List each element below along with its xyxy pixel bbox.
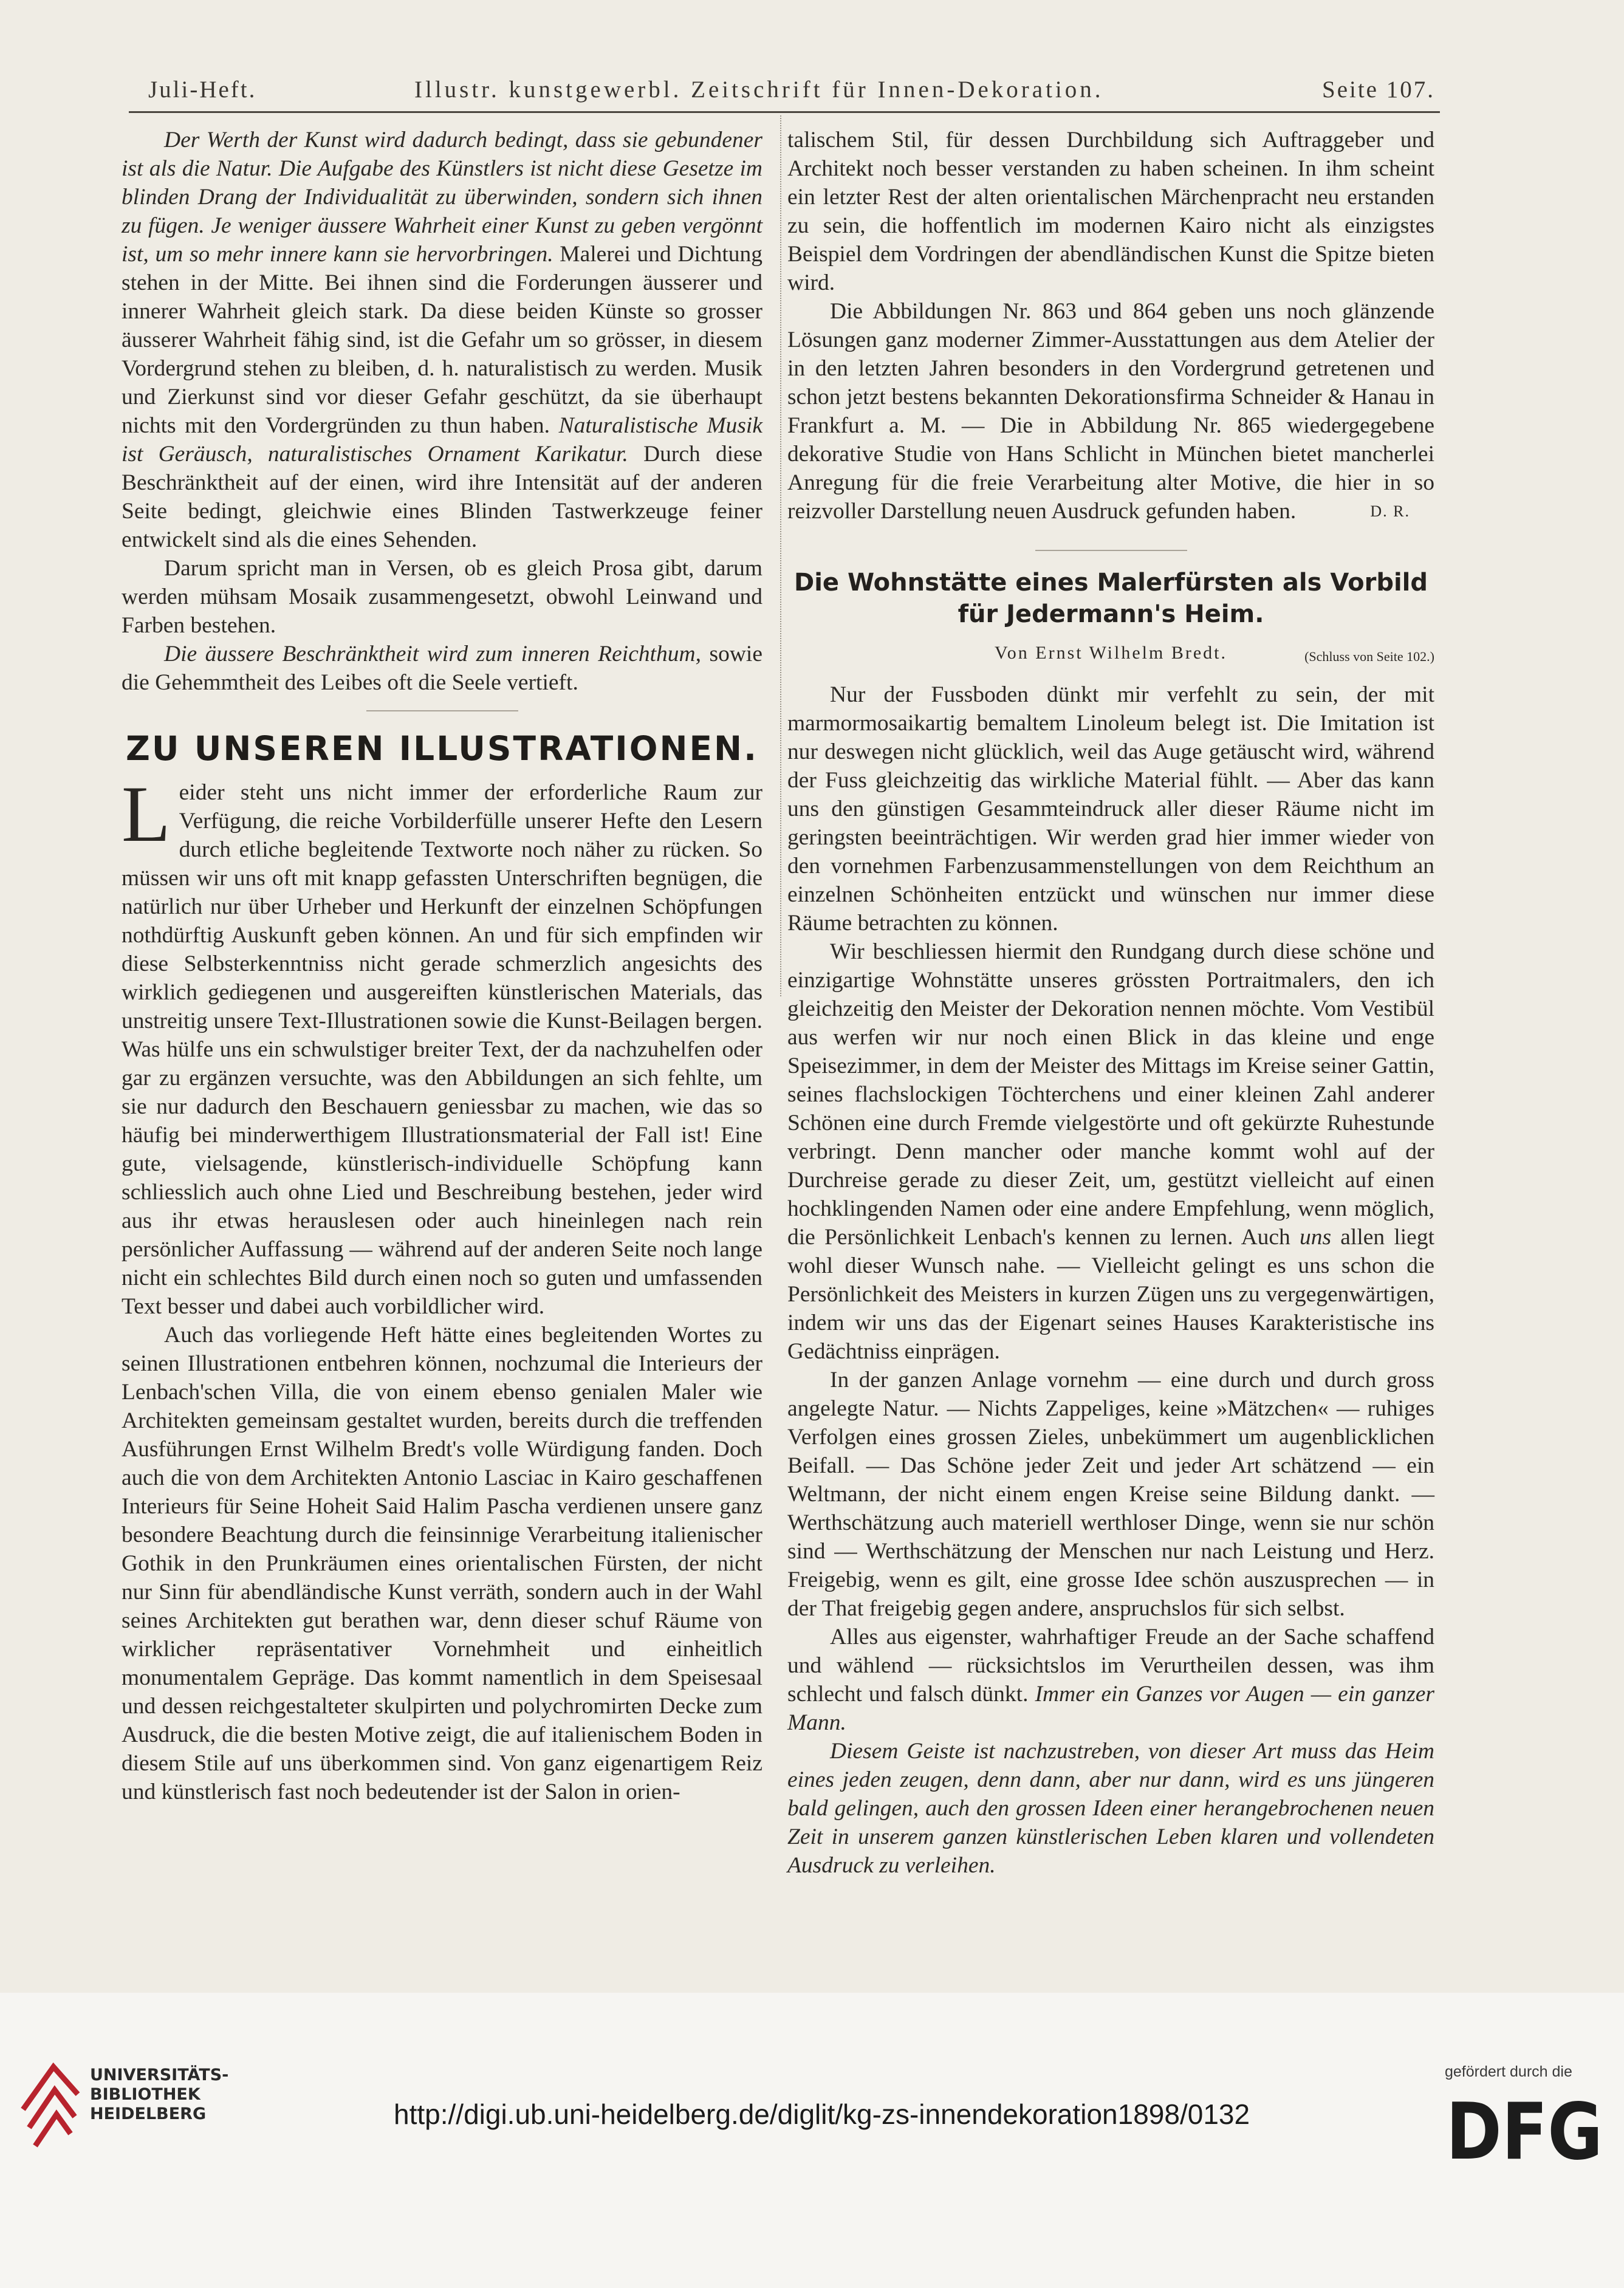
emphasis: Diesem Geiste ist nachzustreben, von dieser Art muss das Heim eines jeden zeugen, denn dann, aber nur dann, wird es uns jüngeren bald gelingen, auch den grossen Ideen einer herangebrochenen neuen Zeit in unserem ganzen künstlerischen Leben klaren und vollendeten Ausdruck zu verleihen. xyxy=(787,1739,1434,1878)
dfg-logo-text: DFG xyxy=(1446,2087,1603,2177)
paragraph: Nur der Fussboden dünkt mir verfehlt zu sein, der mit marmormosaikartig bemaltem Linoleum belegt ist. Die Imitation ist nur deswegen nicht glücklich, weil das Auge getäuscht wird, während der Fuss gleichzeitig das wirkliche Material fühlt. — Aber das kann uns den günstigen Gesammteindruck aller dieser Räume nicht im geringsten beeinträchtigen. Wir werden grad hier immer wieder von den vornehmen Farbenzusammenstellungen von dem Reichthum an einzelnen Schönheiten entzückt und wünschen nur immer diese Räume betrachten zu können. xyxy=(787,682,1434,936)
article-title: Die Wohnstätte eines Malerfürsten als Vorbild für Jedermann's Heim. xyxy=(793,569,1428,628)
paragraph: Auch das vorliegende Heft hätte eines begleitenden Wortes zu seinen Illustrationen entbehren können, nochzumal die Interieurs der Lenbach'schen Villa, die von einem ebenso genialen Maler wie Architekten gemeinsam gestaltet wurden, bereits durch die treffenden Ausführungen Ernst Wilhelm Bredt's volle Würdigung fanden. Doch auch die von dem Architekten Antonio Lasciac in Kairo geschaffenen Interieurs für Seine Hoheit Said Halim Pascha verdienen unsere ganz besondere Beachtung durch die feinsinnige Verarbeitung italienischer Gothik in den Prunkräumen eines orientalischen Fürsten, der nicht nur Sinn für abendländische Kunst verräth, sondern auch in der Wahl seines Architekten gut berathen war, denn dieser schuf Räume von wirklicher repräsentativer Vornehmheit und einheitlich monumentalem Gepräge. Das kommt namentlich in dem Speisesaal und dessen reichgestalteter skulpirten und polychromirten Decke zum Ausdruck, die die besten Motive zeigt, die auf italienischem Boden in diesem Stile auf uns überkommen sind. Von ganz eigenartigem Reiz und künstlerisch fast noch bedeutender ist der Salon in orien- xyxy=(122,1323,762,1804)
section-heading: ZU UNSEREN ILLUSTRATIONEN. xyxy=(126,729,758,768)
byline-author: Von Ernst Wilhelm Bredt. xyxy=(994,643,1227,663)
paragraph xyxy=(787,1737,1434,1880)
emphasis: Immer ein Ganzes vor Augen — ein ganzer Mann. xyxy=(787,1682,1434,1735)
paragraph: Die äussere Beschränktheit wird zum inneren Reichthum, sowie die Gehemmtheit des Leibes oft die Seele vertieft. xyxy=(122,642,762,695)
emphasis: Naturalistische Musik ist Geräusch, naturalistisches Ornament Karikatur. xyxy=(122,413,762,467)
section-separator xyxy=(1035,550,1187,551)
emphasis: Die äussere Beschränktheit wird zum inneren Reichthum, xyxy=(164,642,701,666)
funder-text: gefördert durch die xyxy=(1445,2063,1572,2080)
emphasis: uns xyxy=(1300,1225,1332,1250)
right-column xyxy=(787,126,1434,1880)
dfg-logo-icon xyxy=(1446,2087,1605,2177)
paragraph: Leider steht uns nicht immer der erforderliche Raum zur Verfügung, die reiche Vorbilderfülle unserer Hefte den Lesern durch etliche begleitende Textworte noch näher zu rücken. So müssen wir uns oft mit knapp gefassten Unterschriften begnügen, die natürlich nur über Urheber und Herkunft der einzelnen Schöpfungen nothdürftig Auskunft geben können. An und für sich empfinden wir diese Selbsterkenntniss nicht gerade schmerzlich angesichts des wirklich gediegenen und ausgereiften künstlerischen Materials, das unstreitig unsere Text-Illustrationen sowie die Kunst-Beilagen bergen. Was hülfe uns ein schwulstiger breiter Text, der da nachzuhelfen oder gar zu ergänzen versuchte, was den Abbildungen an sich fehlte, um sie nur dadurch den Beschauern geniessbar zu machen, wie das so häufig bei minderwerthigem Illustrationsmaterial der Fall ist! Eine gute, vielsagende, künstlerisch-individuelle Schöpfung kann schliesslich auch ohne Lied und Beschreibung bestehen, jeder wird aus ihr etwas herauslesen oder auch hineinlegen nach rein persönlicher Auffassung — während auf der anderen Seite noch lange nicht ein schlechtes Bild durch einen noch so guten und umfassenden Text besser und dabei auch vorbildlicher wird. xyxy=(122,769,762,1319)
university-library-logo-icon xyxy=(17,2061,84,2152)
library-name: UNIVERSITÄTS- BIBLIOTHEK HEIDELBERG xyxy=(90,2066,229,2123)
header-issue: Juli-Heft. xyxy=(148,77,257,103)
running-header xyxy=(141,76,1435,112)
permalink-url[interactable]: http://digi.ub.uni-heidelberg.de/diglit/kg-zs-innendekoration1898/0132 xyxy=(394,2098,1250,2130)
digitization-footer xyxy=(0,1993,1624,2288)
paragraph: Darum spricht man in Versen, ob es gleich Prosa gibt, darum werden mühsam Mosaik zusammengesetzt, obwohl Leinwand und Farben bestehen. xyxy=(122,556,762,638)
paragraph: In der ganzen Anlage vornehm — eine durch und durch gross angelegte Natur. — Nichts Zappeliges, keine »Mätzchen« — ruhiges Verfolgen eines grossen Zieles, unbekümmert um augenblicklichen Beifall. — Das Schöne jeder Zeit und jeder Art schätzend — ein Weltmann, der nicht einem engen Kreise seine Bildung dankt. — Werthschätzung auch materiell werthloser Dinge, wenn sie nur schön sind — Werthschätzung der Menschen nur nach Leistung und Herz. Freigebig, wenn es gilt, eine grosse Idee schön auszusprechen — in der That freigebig gegen andere, anspruchslos für sich selbst. xyxy=(787,1368,1434,1621)
paragraph: talischem Stil, für dessen Durchbildung sich Auftraggeber und Architekt noch besser verstanden zu haben scheinen. In ihm scheint ein letzter Rest der alten orientalischen Märchenpracht neu erstanden zu sein, die hoffentlich im modernen Kairo nicht als einzigstes Beispiel dem Vordringen der abendländischen Kunst die Spitze bieten wird. xyxy=(787,128,1434,295)
section-separator xyxy=(366,710,518,711)
paragraph: Alles aus eigenster, wahrhaftiger Freude an der Sache schaffend und wählend — rücksichtslos im Verurtheilen dessen, was ihm schlecht und falsch dünkt. Immer ein Ganzes vor Augen — ein ganzer Mann. xyxy=(787,1625,1434,1735)
column-divider xyxy=(780,115,782,996)
paragraph: Der Werth der Kunst wird dadurch bedingt, dass sie gebundener ist als die Natur. Die Aufgabe des Künstlers ist nicht diese Gesetze im blinden Drang der Individualität zu überwinden, sondern sich ihnen zu fügen. Je weniger äussere Wahrheit einer Kunst zu geben vergönnt ist, um so mehr innere kann sie hervorbringen. Malerei und Dichtung stehen in der Mitte. Bei ihnen sind die Forderungen äusserer und innerer Wahrheit gleich stark. Da diese beiden Künste so grosser äusserer Wahrheit fähig sind, ist die Gefahr um so grösser, in diesem Vordergrund stehen zu bleiben, d. h. naturalistisch zu werden. Musik und Zierkunst sind vor dieser Gefahr geschützt, da sie überhaupt nichts mit den Vordergründen zu thun haben. Naturalistische Musik ist Geräusch, naturalistisches Ornament Karikatur. Durch diese Beschränktheit auf der einen, wird ihre Intensität auf der anderen Seite bedingt, gleichwie eines Blinden Tastwerkzeuge feiner entwickelt sind als die eines Sehenden. xyxy=(122,128,762,552)
header-page-number: Seite 107. xyxy=(1322,77,1435,103)
left-column xyxy=(122,126,762,1806)
header-rule xyxy=(129,111,1440,113)
emphasis: Der Werth der Kunst wird dadurch bedingt, dass sie gebundener ist als die Natur. Die Aufgabe des Künstlers ist nicht diese Gesetze im blinden Drang der Individualität zu überwinden, sondern sich ihnen zu fügen. Je weniger äussere Wahrheit einer Kunst zu geben vergönnt ist, um so mehr innere kann sie hervorbringen. xyxy=(122,128,762,267)
paragraph: Wir beschliessen hiermit den Rundgang durch diese schöne und einzigartige Wohnstätte unseres grössten Portraitmalers, den ich gleichzeitig den Meister der Dekoration nennen möchte. Vom Vestibül aus werfen wir nur noch einen Blick in das kleine und enge Speisezimmer, in dem der Meister des Mittags im Kreise seiner Gattin, seines flachslockigen Töchterchens und einer kleinen Zahl anderer Schönen eine durch Fremde vielgestörte und oft gekürzte Ruhestunde verbringt. Denn mancher oder manche kommt wohl auf der Durchreise gerade zu dieser Zeit, um, gestützt vielleicht auf einen hochklingenden Namen oder eine andere Empfehlung, wenn möglich, die Persönlichkeit Lenbach's kennen zu lernen. Auch uns allen liegt wohl dieser Wunsch nahe. — Vielleicht gelingt es uns schon die Persönlichkeit des Meisters in kurzen Zügen uns zu vergegenwärtigen, indem wir uns das der Eigenart seines Hauses Karakteristische ins Gedächtniss einprägen. xyxy=(787,939,1434,1364)
header-journal-title: Illustr. kunstgewerbl. Zeitschrift für Innen-Dekoration. xyxy=(414,77,1104,103)
author-signature: D. R. xyxy=(1370,502,1410,520)
paragraph: Die Abbildungen Nr. 863 und 864 geben uns noch glänzende Lösungen ganz moderner Zimmer-Ausstattungen aus dem Atelier der in den letzten Jahren besonders in den Vordergrund getretenen und schon jetzt bestens bekannten Dekorationsfirma Schneider & Hanau in Frankfurt a. M. — Die in Abbildung Nr. 865 wiedergegebene dekorative Studie von Hans Schlicht in München bietet mancherlei Anregung für die freie Verarbeitung alter Motive, die hier in so reizvoller Darstellung neuen Ausdruck gefunden haben. D. R. xyxy=(787,297,1434,526)
byline xyxy=(787,639,1434,667)
continuation-note: (Schluss von Seite 102.) xyxy=(1304,649,1434,664)
drop-cap: L xyxy=(122,769,171,858)
